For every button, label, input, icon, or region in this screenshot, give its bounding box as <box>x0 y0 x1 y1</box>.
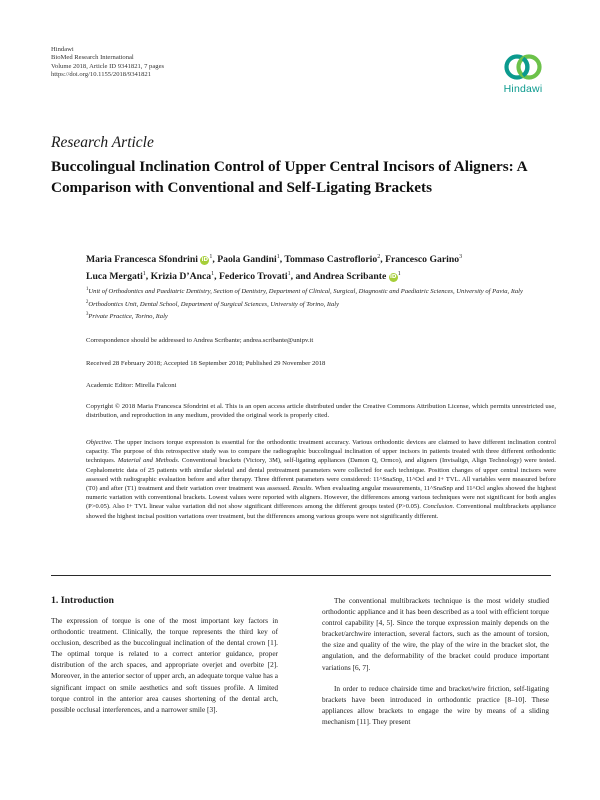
publication-dates: Received 28 February 2018; Accepted 18 September 2018; Published 29 November 2018 <box>86 360 326 367</box>
section-heading: 1. Introduction <box>51 595 114 606</box>
abstract-conclusion: Conventional multibrackets appliance showed the highest incisal position variations over treatment, but the differences among various groups were not significantly different. <box>86 503 556 520</box>
abstract-objective: The upper incisors torque expression is essential for the orthodontic treatment accuracy. Various orthodontic devices are claimed to have different inclination control capacity. The purpose of this retrospective study was to compare the radiographic buccolingual inclination of upper incisors in patients treated with three different orthodontic techniques. <box>86 439 556 465</box>
article-type: Research Article <box>51 134 154 151</box>
affiliation-item: $^2$Orthodontics Unit, Dental School, Department of Surgical Sciences, University of Torino, Italy <box>86 299 340 308</box>
body-paragraph: The conventional multibrackets technique is the most widely studied orthodontic appliance and it has been described as a tool with efficient torque control capability [4, 5]. Since the torque expression mainly depends on the bracket/archwire interaction, several factors, such as the amount of torsion, the size and quality of the wire, the play of the wire in the bracket slot, the angulation, and the deformability of the bracket could produce important variations [6, 7]. <box>322 596 549 672</box>
author-name[interactable]: Luca Mergati <box>86 271 143 283</box>
section-divider <box>51 575 551 576</box>
copyright-notice: Copyright © 2018 Maria Francesca Sfondrini et al. This is an open access article distributed under the Creative Commons Attribution License, which permits unrestricted use, distribution, and reproduction in any medium, provided the original work is properly cited. <box>86 403 556 420</box>
author-affil-ref: 1 <box>209 254 213 260</box>
author-name[interactable]: Krizia D’Anca <box>150 271 212 283</box>
affiliation-item: $^3$Private Practice, Torino, Italy <box>86 312 168 321</box>
journal-name: BioMed Research International <box>51 54 134 62</box>
correspondence: Correspondence should be addressed to Andrea Scribante; andrea.scribante@unipv.it <box>86 337 314 344</box>
author-name[interactable]: Maria Francesca Sfondrini <box>86 254 198 266</box>
abstract-label-methods: Material and Methods. <box>117 457 180 465</box>
author-name[interactable]: Tommaso Castroflorio <box>284 254 378 266</box>
hindawi-logo-icon <box>503 52 543 82</box>
author-name[interactable]: Francesco Garino <box>385 254 460 266</box>
abstract-label-conclusion: Conclusion. <box>423 503 455 511</box>
abstract-label-objective: Objective. <box>86 439 113 446</box>
author-affil-ref: 1 <box>211 271 215 278</box>
author-affil-ref: 1 <box>287 271 291 278</box>
body-column-right <box>322 595 549 727</box>
abstract-methods: Conventional brackets (Victory, 3M), self-ligating appliances (Damon Q, Ormco), and aligners (Invisalign, Align Technology) were tested. Cephalometric data of 25 patients with similar skeletal and dental pretreatment parameters were collected for each technique. Position changes of upper central incisors were assessed with radiographic evaluation before and after therapy. Three different parameters were considered: 11^SnaSnp, 11^Ocl and I+ TVL. All variables were measured before (T0) and after (T1) treatment and their variation over treatment was assessed. <box>86 457 556 493</box>
author-name[interactable]: Federico Trovati <box>219 271 288 283</box>
article-title: Buccolingual Inclination Control of Upper Central Incisors of Aligners: A Comparison with Conventional and Self-Ligating Brackets <box>51 158 527 196</box>
orcid-icon[interactable]: iD <box>201 257 209 264</box>
academic-editor: Academic Editor: Mirella Falconi <box>86 382 177 389</box>
abstract-label-results: Results. <box>292 485 314 493</box>
author-affil-ref: 3 <box>459 254 463 260</box>
author-affil-ref: 1 <box>397 271 401 278</box>
orcid-icon[interactable]: iD <box>389 274 397 281</box>
abstract-results: When evaluating angular measurements, 11^SnaSnp and 11^Ocl angles showed the highest numeric variation with conventional brackets. Lowest values were reported with aligners. However, the differences among various techniques were not significant for both angles (P>0.05). Also I+ TVL linear value variation did not show significant differences among the different groups tested (P>0.05). <box>86 485 557 511</box>
hindawi-logo[interactable] <box>499 52 547 95</box>
publisher-line: Hindawi <box>51 46 74 53</box>
author-affil-ref: 1 <box>142 271 146 278</box>
volume-line: Volume 2018, Article ID 9341821, 7 pages <box>51 62 165 70</box>
author-name[interactable]: Paola Gandini <box>217 254 277 266</box>
affiliation-item: $^1$Unit of Orthodontics and Paediatric Dentistry, Section of Dentistry, Department of Clinical, Surgical, Diagnostic and Paediatric Sciences, University of Pavia, Italy <box>86 287 523 296</box>
author-list: Maria Francesca Sfondrini $iD^1$, Paola Gandini$^1$, Tommaso Castroflorio$^2$, Francesco Garino$^3$ Luca Mergati$^1$, Krizia D’Anca$^1$, Federico Trovati$^1$, and Andrea Scribante $iD^1$ <box>86 254 463 283</box>
body-paragraph: In order to reduce chairside time and bracket/wire friction, self-ligating brackets have been introduced in orthodontic practice [8–10]. These appliances allow brackets to engage the wire by means of a sliding mechanism [11]. They present <box>322 683 549 726</box>
logo-wordmark: Hindawi <box>503 83 543 95</box>
abstract <box>86 438 556 521</box>
journal-metadata <box>51 46 164 80</box>
affiliations <box>86 285 556 323</box>
body-column-left <box>51 595 278 715</box>
doi-link[interactable]: https://doi.org/10.1155/2018/9341821 <box>51 71 152 79</box>
author-affil-ref: 2 <box>377 254 381 260</box>
author-name[interactable]: Andrea Scribante <box>312 271 387 283</box>
body-paragraph: The expression of torque is one of the most important key factors in orthodontic treatment. Clinically, the torque represents the third key of occlusion, described as the buccolingual inclination of the dental crown [1]. The optimal torque is related to a correct anterior guidance, proper distribution of the arch spaces, and appropriate overjet and overbite [2]. Moreover, in the anterior sector of upper arch, an adequate torque value has a significant impact on smile aesthetics and soft tissues profile. A limited torque control in the anterior area causes shortening of the dental arch, possible occlusal interferences, and a narrower smile [3]. <box>51 616 278 714</box>
author-affil-ref: 1 <box>276 254 280 260</box>
